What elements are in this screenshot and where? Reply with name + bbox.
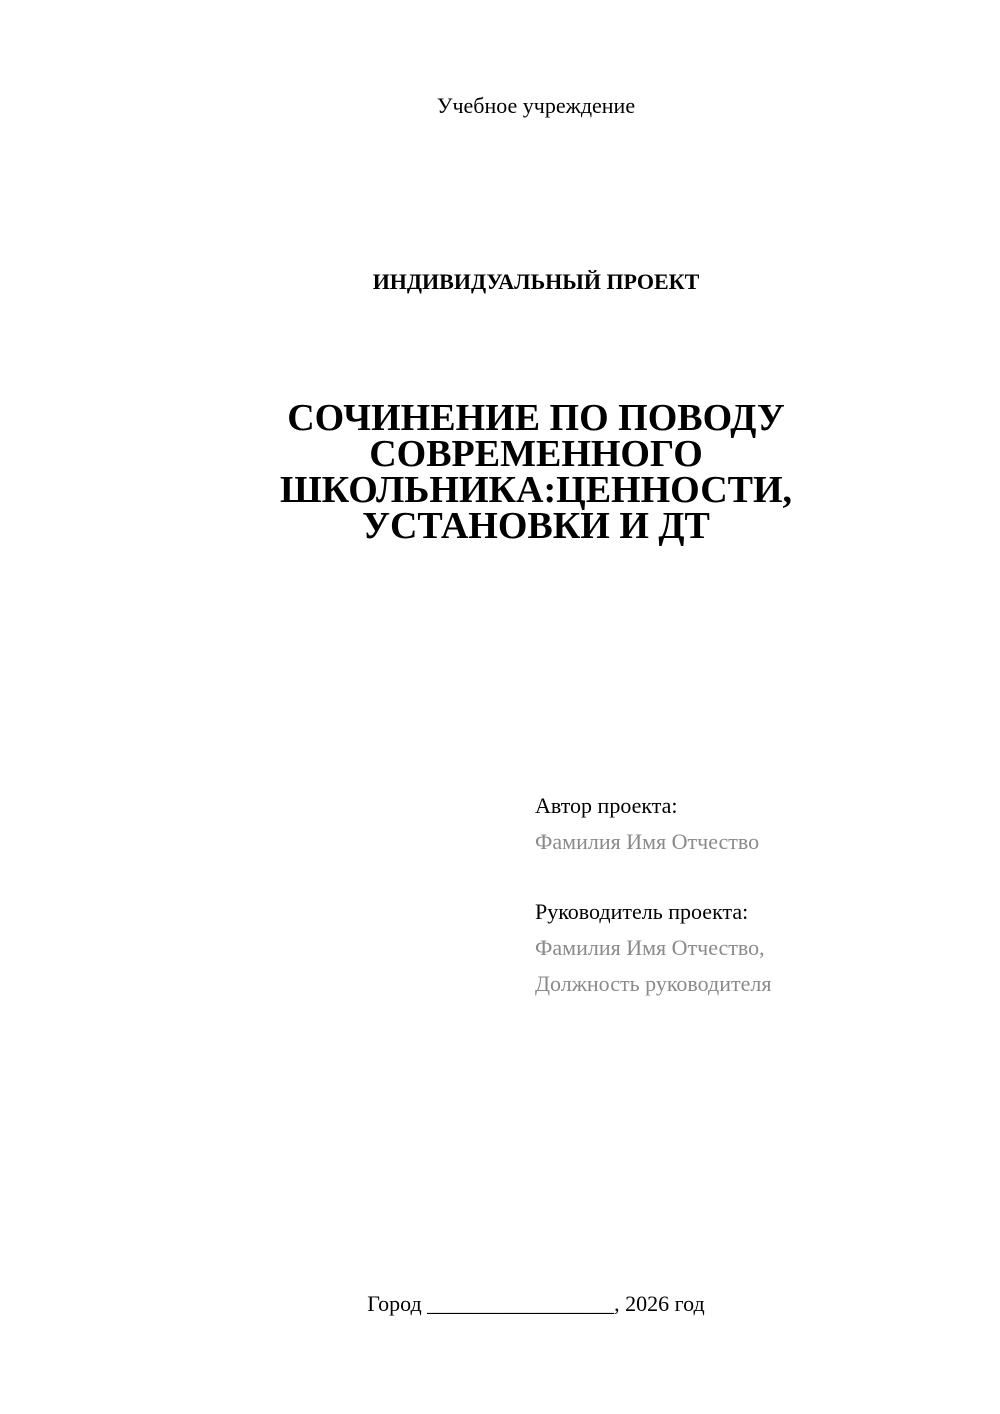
project-credits	[535, 788, 975, 1002]
supervisor-name-placeholder: Фамилия Имя Отчество,	[535, 935, 765, 960]
supervisor-position-placeholder: Должность руководителя	[535, 971, 772, 996]
city-year-footer: Город _________________, 2026 год	[367, 1291, 705, 1316]
author-name-placeholder: Фамилия Имя Отчество	[535, 829, 760, 854]
institution-name: Учебное учреждение	[436, 93, 636, 118]
project-title-line: ШКОЛЬНИКА:ЦЕННОСТИ,	[279, 469, 793, 511]
project-title-line: СОЧИНЕНИЕ ПО ПОВОДУ	[287, 397, 785, 439]
project-title	[236, 397, 836, 547]
project-title-line: УСТАНОВКИ И ДТ	[362, 505, 710, 547]
project-title-line: СОВРЕМЕННОГО	[369, 433, 703, 475]
supervisor-label: Руководитель проекта:	[535, 899, 749, 924]
spacer	[535, 860, 975, 894]
project-type-heading: ИНДИВИДУАЛЬНЫЙ ПРОЕКТ	[372, 269, 700, 294]
author-label: Автор проекта:	[535, 793, 678, 818]
